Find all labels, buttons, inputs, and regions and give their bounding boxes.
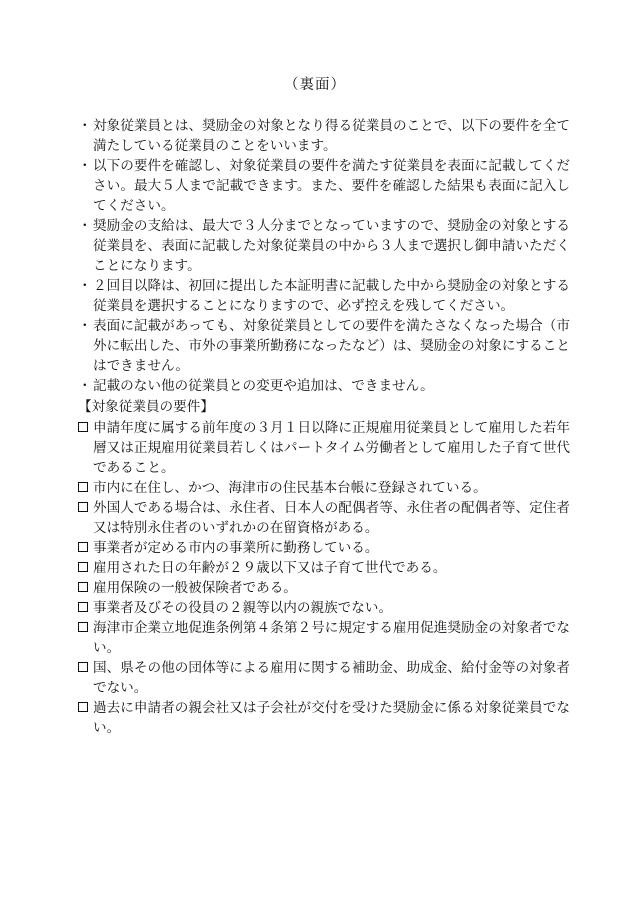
requirement-item: [78, 478, 570, 498]
checkbox-icon[interactable]: [78, 558, 93, 578]
note-text: 対象従業員とは、奨励金の対象となり得る従業員のことで、以下の要件を全て満たしている従業員のことをいいます。: [93, 118, 570, 154]
requirement-text: 市内に在住し、かつ、海津市の住民基本台帳に登録されている。: [93, 480, 487, 496]
requirement-text: 外国人である場合は、永住者、日本人の配偶者等、永住者の配偶者等、定住者又は特別永住者のいずれかの在留資格がある。: [93, 500, 570, 536]
requirements-checklist: [78, 418, 570, 738]
note-item: [78, 276, 570, 316]
note-text: 記載のない他の従業員との変更や追加は、できません。: [93, 378, 434, 394]
checkbox-icon[interactable]: [78, 578, 93, 598]
requirement-text: 申請年度に属する前年度の３月１日以降に正規雇用従業員として雇用した若年層又は正規雇用従業員若しくはパートタイム労働者として雇用した子育て世代であること。: [93, 420, 570, 476]
bullet-mark: ・: [78, 158, 92, 174]
requirement-item: [78, 538, 570, 558]
requirement-text: 国、県その他の団体等による雇用に関する補助金、助成金、給付金等の対象者でない。: [93, 660, 570, 696]
note-item: [78, 216, 570, 276]
requirements-heading: 【対象従業員の要件】: [78, 399, 214, 415]
requirement-text: 雇用保険の一般被保険者である。: [93, 580, 297, 596]
requirement-item: [78, 498, 570, 538]
bullet-mark: ・: [78, 118, 92, 134]
requirement-text: 雇用された日の年齢が２９歳以下又は子育て世代である。: [93, 560, 447, 576]
note-item: [78, 376, 570, 396]
checkbox-icon[interactable]: [78, 698, 93, 738]
requirement-item: [78, 558, 570, 578]
bullet-mark: ・: [78, 278, 92, 294]
checkbox-icon[interactable]: [78, 498, 93, 538]
bullet-mark: ・: [78, 218, 92, 234]
checkbox-icon[interactable]: [78, 478, 93, 498]
note-text: 表面に記載があっても、対象従業員としての要件を満たさなくなった場合（市外に転出した、市外の事業所勤務になったなど）は、奨励金の対象にすることはできません。: [93, 318, 570, 374]
bullet-mark: ・: [78, 378, 92, 394]
note-text: 以下の要件を確認し、対象従業員の要件を満たす従業員を表面に記載してください。最大５人まで記載できます。また、要件を確認した結果も表面に記入してください。: [93, 158, 570, 214]
checkbox-icon[interactable]: [78, 598, 93, 618]
requirement-item: [78, 578, 570, 598]
checkbox-icon[interactable]: [78, 658, 93, 698]
requirement-item: [78, 418, 570, 478]
note-item: [78, 316, 570, 376]
bullet-mark: ・: [78, 318, 92, 334]
requirement-item: [78, 698, 570, 738]
notes-list: [78, 116, 570, 396]
note-text: ２回目以降は、初回に提出した本証明書に記載した中から奨励金の対象とする従業員を選択することになりますので、必ず控えを残してください。: [93, 278, 570, 314]
page-title: （裏面）: [284, 77, 346, 93]
requirement-item: [78, 658, 570, 698]
requirement-text: 海津市企業立地促進条例第４条第２号に規定する雇用促進奨励金の対象者でない。: [93, 620, 570, 656]
checkbox-icon[interactable]: [78, 538, 93, 558]
note-text: 奨励金の支給は、最大で３人分までとなっていますので、奨励金の対象とする従業員を、表面に記載した対象従業員の中から３人まで選択し御申請いただくことになります。: [93, 218, 570, 274]
requirement-item: [78, 618, 570, 658]
checkbox-icon[interactable]: [78, 618, 93, 658]
note-item: [78, 156, 570, 216]
checkbox-icon[interactable]: [78, 418, 93, 478]
requirement-text: 事業者及びその役員の２親等以内の親族でない。: [93, 600, 393, 616]
requirement-text: 事業者が定める市内の事業所に勤務している。: [93, 540, 379, 556]
requirement-item: [78, 598, 570, 618]
note-item: [78, 116, 570, 156]
requirement-text: 過去に申請者の親会社又は子会社が交付を受けた奨励金に係る対象従業員でない。: [93, 700, 570, 736]
